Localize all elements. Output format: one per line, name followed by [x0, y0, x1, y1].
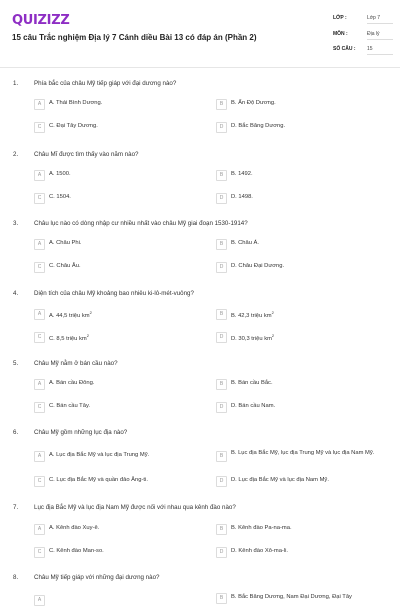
option-text: B. Kênh đào Pa-na-ma. [231, 525, 292, 531]
option-letter-box: B [216, 170, 227, 181]
option-a[interactable] [34, 239, 194, 251]
option-letter-box: A [34, 309, 45, 320]
option-d[interactable] [216, 262, 376, 274]
option-letter-box: A [34, 524, 45, 535]
option-letter-box: A [34, 595, 45, 606]
question-text: Lục địa Bắc Mỹ và lục địa Nam Mỹ được nối với nhau qua kênh đào nào? [34, 504, 236, 511]
option-text: C. Châu Âu. [49, 263, 81, 269]
option-letter-box: C [34, 262, 45, 273]
page-header [0, 0, 400, 68]
option-letter-box: C [34, 332, 45, 343]
question-text: Châu lục nào có dòng nhập cư nhiều nhất vào châu Mỹ giai đoạn 1530-1914? [34, 220, 248, 227]
option-letter-box: B [216, 239, 227, 250]
option-c[interactable] [34, 122, 194, 134]
option-text: A. Thái Bình Dương. [49, 100, 103, 106]
option-text: A. Kênh đào Xuy-ê. [49, 525, 100, 531]
option-text: D. Bán cầu Nam. [231, 403, 276, 409]
option-b[interactable] [216, 524, 376, 536]
option-letter-box: D [216, 547, 227, 558]
option-c[interactable] [34, 332, 194, 344]
header-divider [0, 67, 400, 68]
option-text: C. Bán cầu Tây. [49, 403, 91, 409]
option-text: C. 1504. [49, 194, 71, 200]
option-letter-box: B [216, 99, 227, 110]
option-c[interactable] [34, 476, 194, 488]
question-text: Châu Mỹ nằm ở bán cầu nào? [34, 360, 118, 367]
option-text: D. Kênh đào Xô-ma-li. [231, 548, 289, 554]
question-text: Châu Mĩ được tìm thấy vào năm nào? [34, 151, 139, 158]
option-text: D. Bắc Băng Dương. [231, 123, 286, 129]
option-d[interactable] [216, 476, 376, 488]
option-letter-box: C [34, 402, 45, 413]
option-text: B. 1492. [231, 171, 253, 177]
option-letter-box: A [34, 99, 45, 110]
question-text: Châu Mỹ tiếp giáp với những đại dương nào? [34, 574, 160, 581]
option-text: C. Kênh đào Man-so. [49, 548, 104, 554]
option-text: B. Bán cầu Bắc. [231, 380, 273, 386]
option-a[interactable] [34, 595, 194, 607]
option-text: B. Ấn Độ Dương. [231, 100, 276, 106]
option-a[interactable] [34, 170, 194, 182]
option-letter-box: D [216, 402, 227, 413]
option-a[interactable] [34, 379, 194, 391]
option-c[interactable] [34, 262, 194, 274]
option-letter-box: C [34, 476, 45, 487]
option-b[interactable] [216, 239, 376, 251]
option-text: A. 44,5 triệu $km^2$ [49, 310, 92, 319]
option-d[interactable] [216, 402, 376, 414]
option-letter-box: A [34, 451, 45, 462]
question-number: 5. [13, 360, 19, 367]
option-text: A. Bán cầu Đông. [49, 380, 95, 386]
question-number: 4. [13, 290, 19, 297]
option-letter-box: A [34, 379, 45, 390]
option-d[interactable] [216, 122, 376, 134]
option-text: C. Lục địa Bắc Mỹ và quần đảo Ăng-ti. [49, 477, 148, 483]
option-text: D. 1498. [231, 194, 253, 200]
option-text: D. Châu Đại Dương. [231, 263, 285, 269]
option-text: A. 1500. [49, 171, 71, 177]
option-d[interactable] [216, 193, 376, 205]
option-b[interactable] [216, 379, 376, 391]
option-letter-box: D [216, 332, 227, 343]
option-text: C. Đại Tây Dương. [49, 123, 98, 129]
question-text: Phía bắc của châu Mỹ tiếp giáp với đại dương nào? [34, 80, 177, 87]
option-text: D. Lục địa Bắc Mỹ và lục địa Nam Mỹ. [231, 477, 329, 483]
option-letter-box: C [34, 193, 45, 204]
question-number: 8. [13, 574, 19, 581]
option-text: A. Châu Phi. [49, 240, 82, 246]
option-b[interactable] [216, 593, 376, 605]
option-text: C. 8,5 triệu $km^2$ [49, 333, 89, 342]
document-title: 15 câu Trắc nghiệm Địa lý 7 Cánh diều Bài 13 có đáp án (Phần 2) [12, 33, 257, 42]
meta-grade-label: LỚP : [333, 15, 347, 21]
option-text: B. Bắc Băng Dương, Nam Đại Dương, Đại Tây [231, 594, 352, 600]
option-text: B. Châu Á. [231, 240, 260, 246]
question-number: 3. [13, 220, 19, 227]
option-letter-box: B [216, 309, 227, 320]
option-letter-box: A [34, 239, 45, 250]
meta-count-value: 15 [367, 46, 393, 55]
question-number: 7. [13, 504, 19, 511]
option-a[interactable] [34, 309, 194, 321]
option-letter-box: B [216, 379, 227, 390]
option-letter-box: C [34, 547, 45, 558]
question-number: 6. [13, 429, 19, 436]
option-a[interactable] [34, 451, 194, 463]
option-letter-box: D [216, 122, 227, 133]
option-a[interactable] [34, 99, 194, 111]
option-letter-box: A [34, 170, 45, 181]
option-text: A. Lục địa Bắc Mỹ và lục địa Trung Mỹ. [49, 452, 150, 458]
question-text: Châu Mỹ gồm những lục địa nào? [34, 429, 128, 436]
option-b[interactable] [216, 99, 376, 111]
option-b[interactable] [216, 451, 376, 463]
meta-subject-label: MÔN : [333, 31, 348, 37]
option-c[interactable] [34, 193, 194, 205]
option-text: D. 30,3 triệu $km^2$ [231, 333, 275, 342]
option-c[interactable] [34, 402, 194, 414]
option-letter-box: C [34, 122, 45, 133]
option-letter-box: D [216, 262, 227, 273]
question-number: 2. [13, 151, 19, 158]
option-letter-box: B [216, 524, 227, 535]
option-d[interactable] [216, 547, 376, 559]
question-text: Diện tích của châu Mỹ khoảng bao nhiêu ki-lô-mét-vuông? [34, 290, 194, 297]
option-letter-box: D [216, 193, 227, 204]
meta-grade-value: Lớp 7 [367, 15, 393, 24]
option-d[interactable] [216, 332, 376, 344]
option-text: B. 42,3 triệu $km^2$ [231, 310, 274, 319]
option-text: B. Lục địa Bắc Mỹ, lục địa Trung Mỹ và lục địa Nam Mỹ. [231, 450, 375, 456]
quizizz-logo: QUIZIZZ [12, 13, 70, 28]
meta-subject-value: Địa lý [367, 31, 393, 40]
option-c[interactable] [34, 547, 194, 559]
option-letter-box: B [216, 451, 227, 462]
meta-count-label: SỐ CÂU : [333, 46, 356, 52]
option-a[interactable] [34, 524, 194, 536]
option-b[interactable] [216, 170, 376, 182]
option-letter-box: B [216, 593, 227, 604]
question-number: 1. [13, 80, 19, 87]
option-letter-box: D [216, 476, 227, 487]
option-b[interactable] [216, 309, 376, 321]
